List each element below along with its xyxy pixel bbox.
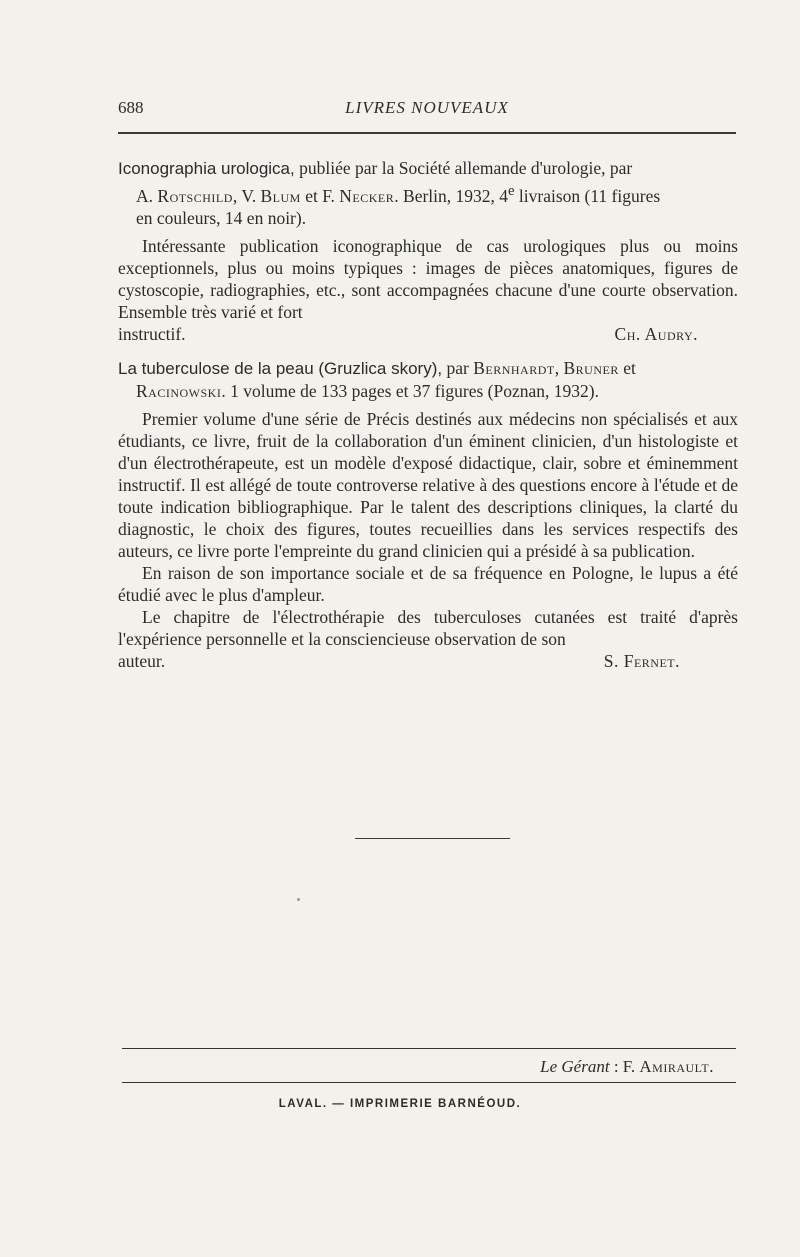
running-title: LIVRES NOUVEAUX [345,98,509,117]
page-number: 688 [118,98,144,117]
gerant-name: Amirault. [639,1057,714,1076]
author-name: Racinowski [136,381,222,401]
author-name: Necker [339,185,395,206]
citation: La tuberculose de la peau (Gruzlica skory), par Bernhardt, Bruner et Racinowski. 1 volume de 133 pages et 37 figures (Poznan, 1932). [118,358,636,401]
book-title: La tuberculose de la peau (Gruzlica skory), [118,359,443,378]
review-entry-iconographia [118,157,738,345]
author-name: Bernhardt [473,358,555,378]
reviewer-signature: Ch. Audry. [614,323,698,344]
footer-rule-bottom [122,1082,736,1083]
reviewer-signature: S. Fernet. [603,651,680,671]
gerant-line: Le Gérant : F. Amirault. [540,1057,714,1076]
section-end-rule [355,838,510,839]
page-header [118,98,736,122]
author-name: Rotschild [157,185,233,206]
printer-imprint: LAVAL. — IMPRIMERIE BARNÉOUD. [278,1098,522,1110]
author-name: Bruner [563,358,619,378]
footer-rule-top [122,1048,736,1049]
review-body [118,408,738,672]
review-paragraph: Premier volume d'une série de Précis destinés aux médecins non spécialisés et aux étudiants, ce livre, fruit de la collaboration d'un éminent clinicien, d'un histologiste et d'un électrothérapeute, est un modèle d'exposé didactique, clair, sobre et éminemment instructif. Il est allégé de toute controverse relative à des questions encore à l'étude et de toute indication bibliographique. Par le talent des descriptions cliniques, la clarté du diagnostic, le choix des figures, toutes recueillies dans les services respectifs des auteurs, ce livre porte l'empreinte du grand clinicien qui a présidé à sa publication. [118,409,738,561]
header-rule [118,132,736,134]
review-paragraph-end: instructif. [118,323,186,344]
paper-speck [297,898,300,901]
review-paragraph: En raison de son importance sociale et de sa fréquence en Pologne, le lupus a été étudié avec le plus d'ampleur. [118,563,738,605]
review-paragraph: Intéressante publication iconographique de cas urologiques plus ou moins exceptionnels, plus ou moins typiques : images de pièces anatomiques, figures de cystoscopie, radiographies, etc., sont accompagnées chacune d'une courte observation. Ensemble très varié et fort [118,235,738,322]
review-paragraph-end: auteur. [118,651,166,671]
citation: Iconographia urologica, publiée par la Société allemande d'urologie, par A. Rotschild, V. Blum et F. Necker. Berlin, 1932, 4e livraison (11 figures en couleurs, 14 en noir). [118,158,661,228]
book-title: Iconographia urologica, [118,159,295,178]
author-name: Blum [260,185,301,206]
review-paragraph: Le chapitre de l'électrothérapie des tuberculoses cutanées est traité d'après l'expérience personnelle et la consciencieuse observation de son [118,607,738,649]
review-body [118,235,738,345]
review-entry-tuberculose [118,357,738,672]
